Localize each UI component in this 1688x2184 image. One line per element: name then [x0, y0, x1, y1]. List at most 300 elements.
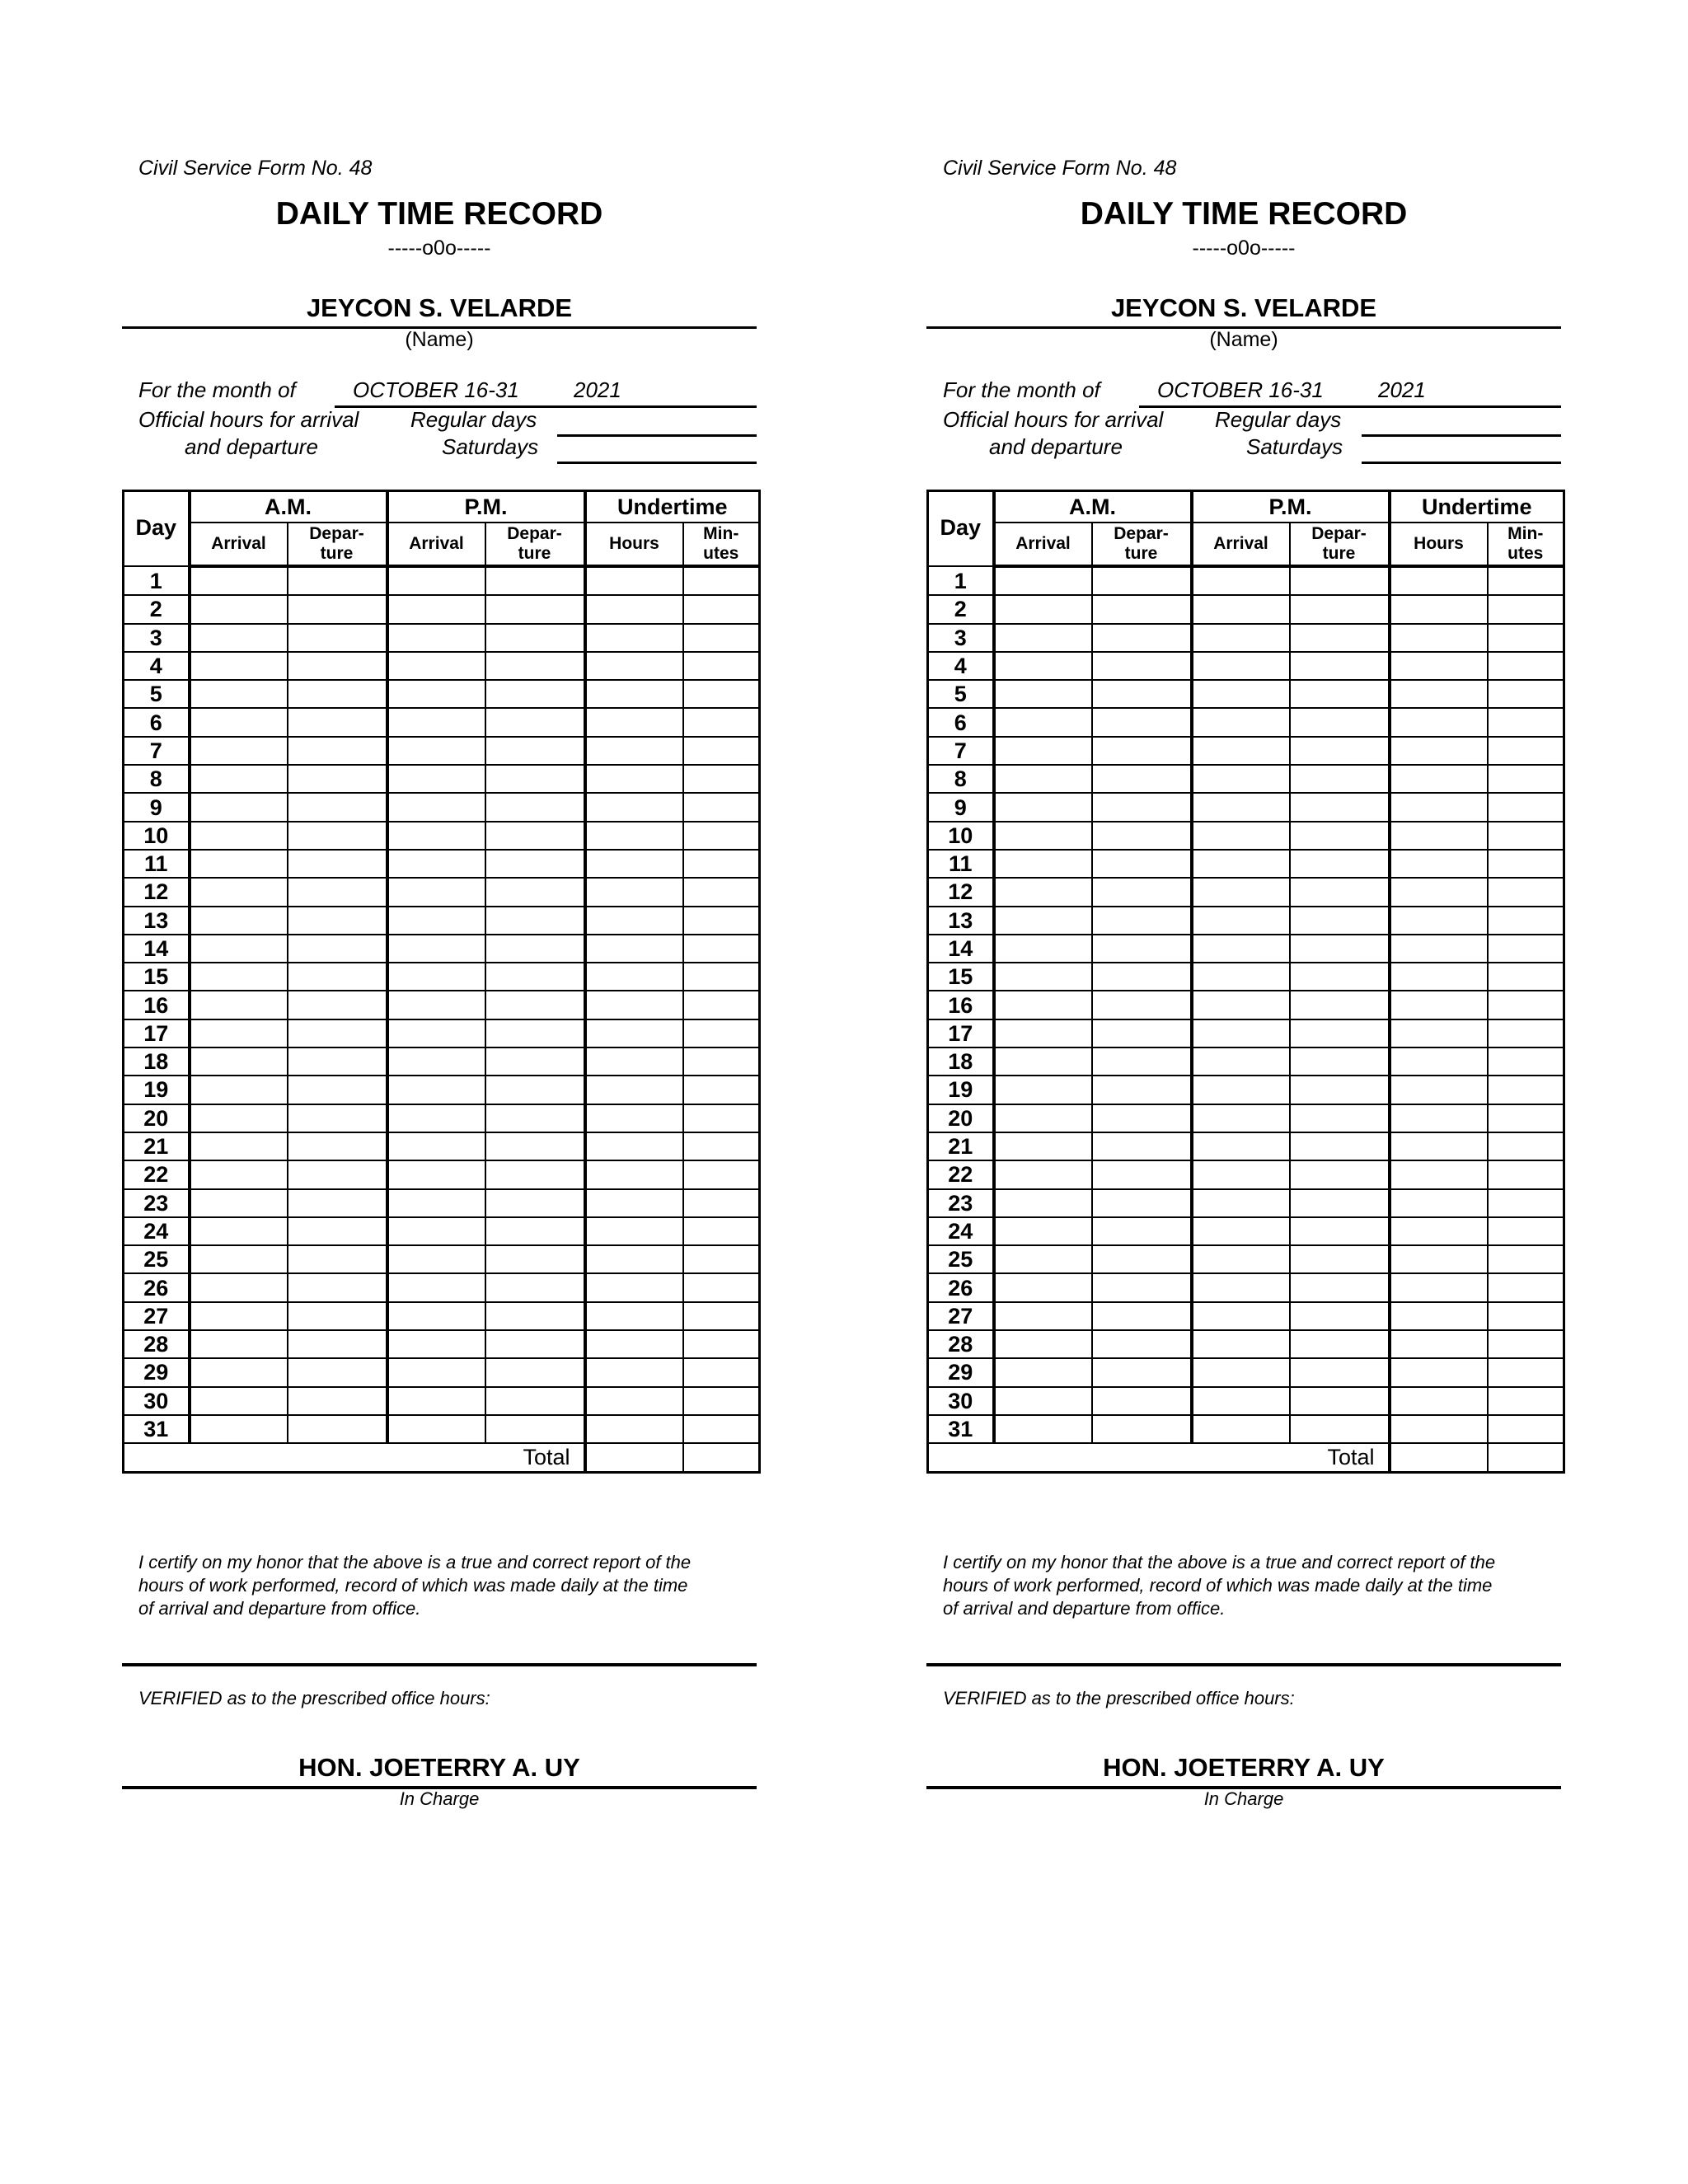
pm-departure-cell[interactable] — [1290, 737, 1390, 765]
pm-arrival-cell[interactable] — [1192, 1104, 1290, 1132]
am-departure-cell[interactable] — [1092, 850, 1192, 878]
am-departure-cell[interactable] — [1092, 822, 1192, 850]
pm-departure-cell[interactable] — [485, 963, 585, 991]
pm-arrival-cell[interactable] — [1192, 1415, 1290, 1443]
pm-departure-cell[interactable] — [1290, 1217, 1390, 1245]
pm-arrival-cell[interactable] — [1192, 963, 1290, 991]
undertime-minutes-cell[interactable] — [1488, 850, 1564, 878]
am-departure-cell[interactable] — [288, 1387, 387, 1415]
pm-arrival-cell[interactable] — [1192, 1245, 1290, 1273]
undertime-minutes-cell[interactable] — [1488, 1273, 1564, 1301]
pm-departure-cell[interactable] — [485, 1019, 585, 1047]
am-arrival-cell[interactable] — [190, 850, 288, 878]
pm-departure-cell[interactable] — [485, 991, 585, 1019]
undertime-minutes-cell[interactable] — [683, 737, 760, 765]
employee-signature-line[interactable] — [122, 1663, 757, 1666]
am-departure-cell[interactable] — [288, 652, 387, 680]
pm-arrival-cell[interactable] — [387, 935, 485, 963]
am-departure-cell[interactable] — [1092, 765, 1192, 793]
pm-arrival-cell[interactable] — [1192, 991, 1290, 1019]
undertime-hours-cell[interactable] — [1390, 1217, 1488, 1245]
total-minutes-cell[interactable] — [1488, 1443, 1564, 1472]
pm-arrival-cell[interactable] — [1192, 595, 1290, 623]
pm-departure-cell[interactable] — [485, 1104, 585, 1132]
am-departure-cell[interactable] — [288, 963, 387, 991]
undertime-hours-cell[interactable] — [585, 1132, 683, 1160]
undertime-hours-cell[interactable] — [1390, 1273, 1488, 1301]
am-arrival-cell[interactable] — [994, 1104, 1092, 1132]
am-arrival-cell[interactable] — [190, 1047, 288, 1076]
pm-departure-cell[interactable] — [1290, 765, 1390, 793]
undertime-hours-cell[interactable] — [1390, 566, 1488, 595]
pm-arrival-cell[interactable] — [1192, 1330, 1290, 1358]
am-arrival-cell[interactable] — [190, 1330, 288, 1358]
pm-arrival-cell[interactable] — [387, 1160, 485, 1188]
employee-signature-line[interactable] — [926, 1663, 1561, 1666]
pm-arrival-cell[interactable] — [387, 1047, 485, 1076]
undertime-hours-cell[interactable] — [1390, 822, 1488, 850]
am-arrival-cell[interactable] — [994, 1160, 1092, 1188]
pm-arrival-cell[interactable] — [387, 963, 485, 991]
pm-departure-cell[interactable] — [485, 1273, 585, 1301]
pm-departure-cell[interactable] — [1290, 652, 1390, 680]
undertime-minutes-cell[interactable] — [1488, 1358, 1564, 1386]
undertime-minutes-cell[interactable] — [683, 1047, 760, 1076]
pm-departure-cell[interactable] — [1290, 1358, 1390, 1386]
pm-departure-cell[interactable] — [485, 1047, 585, 1076]
am-arrival-cell[interactable] — [994, 652, 1092, 680]
undertime-minutes-cell[interactable] — [1488, 1189, 1564, 1217]
pm-arrival-cell[interactable] — [1192, 793, 1290, 821]
am-arrival-cell[interactable] — [190, 566, 288, 595]
undertime-minutes-cell[interactable] — [683, 1132, 760, 1160]
am-departure-cell[interactable] — [1092, 737, 1192, 765]
undertime-hours-cell[interactable] — [1390, 1415, 1488, 1443]
pm-arrival-cell[interactable] — [387, 1019, 485, 1047]
undertime-hours-cell[interactable] — [585, 907, 683, 935]
undertime-hours-cell[interactable] — [585, 595, 683, 623]
pm-departure-cell[interactable] — [485, 1076, 585, 1104]
am-departure-cell[interactable] — [288, 624, 387, 652]
undertime-hours-cell[interactable] — [1390, 1302, 1488, 1330]
pm-departure-cell[interactable] — [1290, 1415, 1390, 1443]
undertime-hours-cell[interactable] — [585, 1160, 683, 1188]
saturdays-field[interactable] — [1362, 462, 1561, 464]
pm-arrival-cell[interactable] — [387, 991, 485, 1019]
am-departure-cell[interactable] — [288, 1104, 387, 1132]
am-departure-cell[interactable] — [288, 765, 387, 793]
am-departure-cell[interactable] — [288, 850, 387, 878]
pm-departure-cell[interactable] — [485, 765, 585, 793]
pm-arrival-cell[interactable] — [1192, 566, 1290, 595]
pm-departure-cell[interactable] — [1290, 1132, 1390, 1160]
am-arrival-cell[interactable] — [190, 652, 288, 680]
pm-departure-cell[interactable] — [1290, 1302, 1390, 1330]
undertime-hours-cell[interactable] — [1390, 850, 1488, 878]
am-arrival-cell[interactable] — [994, 1132, 1092, 1160]
am-departure-cell[interactable] — [288, 1273, 387, 1301]
undertime-minutes-cell[interactable] — [683, 1104, 760, 1132]
am-arrival-cell[interactable] — [190, 1076, 288, 1104]
undertime-minutes-cell[interactable] — [683, 708, 760, 736]
undertime-minutes-cell[interactable] — [1488, 1160, 1564, 1188]
am-arrival-cell[interactable] — [994, 935, 1092, 963]
am-departure-cell[interactable] — [1092, 1076, 1192, 1104]
am-departure-cell[interactable] — [288, 1132, 387, 1160]
pm-departure-cell[interactable] — [485, 708, 585, 736]
undertime-minutes-cell[interactable] — [1488, 963, 1564, 991]
pm-arrival-cell[interactable] — [1192, 850, 1290, 878]
am-departure-cell[interactable] — [288, 737, 387, 765]
pm-arrival-cell[interactable] — [387, 1358, 485, 1386]
am-departure-cell[interactable] — [1092, 1273, 1192, 1301]
am-departure-cell[interactable] — [1092, 1302, 1192, 1330]
pm-arrival-cell[interactable] — [387, 1217, 485, 1245]
pm-arrival-cell[interactable] — [387, 1245, 485, 1273]
undertime-minutes-cell[interactable] — [683, 822, 760, 850]
pm-arrival-cell[interactable] — [387, 793, 485, 821]
pm-arrival-cell[interactable] — [1192, 907, 1290, 935]
pm-departure-cell[interactable] — [1290, 1330, 1390, 1358]
undertime-minutes-cell[interactable] — [1488, 566, 1564, 595]
pm-departure-cell[interactable] — [1290, 991, 1390, 1019]
undertime-hours-cell[interactable] — [585, 822, 683, 850]
undertime-minutes-cell[interactable] — [683, 680, 760, 708]
pm-arrival-cell[interactable] — [387, 1076, 485, 1104]
pm-departure-cell[interactable] — [485, 680, 585, 708]
am-departure-cell[interactable] — [288, 566, 387, 595]
pm-arrival-cell[interactable] — [1192, 737, 1290, 765]
undertime-hours-cell[interactable] — [1390, 1076, 1488, 1104]
am-arrival-cell[interactable] — [190, 935, 288, 963]
undertime-minutes-cell[interactable] — [683, 991, 760, 1019]
am-departure-cell[interactable] — [1092, 1387, 1192, 1415]
am-arrival-cell[interactable] — [190, 765, 288, 793]
undertime-hours-cell[interactable] — [1390, 1019, 1488, 1047]
undertime-minutes-cell[interactable] — [1488, 793, 1564, 821]
pm-arrival-cell[interactable] — [1192, 708, 1290, 736]
undertime-hours-cell[interactable] — [1390, 624, 1488, 652]
am-arrival-cell[interactable] — [190, 1217, 288, 1245]
pm-departure-cell[interactable] — [1290, 566, 1390, 595]
undertime-hours-cell[interactable] — [585, 878, 683, 906]
am-arrival-cell[interactable] — [994, 1302, 1092, 1330]
undertime-hours-cell[interactable] — [1390, 1358, 1488, 1386]
am-arrival-cell[interactable] — [994, 1245, 1092, 1273]
am-arrival-cell[interactable] — [190, 1019, 288, 1047]
am-arrival-cell[interactable] — [190, 878, 288, 906]
pm-departure-cell[interactable] — [1290, 1160, 1390, 1188]
undertime-hours-cell[interactable] — [1390, 680, 1488, 708]
undertime-minutes-cell[interactable] — [1488, 1387, 1564, 1415]
undertime-minutes-cell[interactable] — [1488, 737, 1564, 765]
am-departure-cell[interactable] — [288, 708, 387, 736]
undertime-minutes-cell[interactable] — [683, 1160, 760, 1188]
pm-departure-cell[interactable] — [485, 737, 585, 765]
pm-arrival-cell[interactable] — [1192, 765, 1290, 793]
pm-departure-cell[interactable] — [485, 1189, 585, 1217]
undertime-hours-cell[interactable] — [585, 963, 683, 991]
pm-departure-cell[interactable] — [485, 1415, 585, 1443]
am-arrival-cell[interactable] — [190, 1160, 288, 1188]
undertime-hours-cell[interactable] — [585, 765, 683, 793]
am-departure-cell[interactable] — [288, 1358, 387, 1386]
undertime-minutes-cell[interactable] — [683, 850, 760, 878]
am-arrival-cell[interactable] — [190, 1189, 288, 1217]
undertime-hours-cell[interactable] — [585, 1104, 683, 1132]
undertime-minutes-cell[interactable] — [1488, 624, 1564, 652]
pm-arrival-cell[interactable] — [1192, 624, 1290, 652]
total-minutes-cell[interactable] — [683, 1443, 760, 1472]
pm-arrival-cell[interactable] — [1192, 1132, 1290, 1160]
am-departure-cell[interactable] — [1092, 680, 1192, 708]
am-departure-cell[interactable] — [1092, 1132, 1192, 1160]
saturdays-field[interactable] — [557, 462, 757, 464]
undertime-minutes-cell[interactable] — [1488, 680, 1564, 708]
am-arrival-cell[interactable] — [190, 991, 288, 1019]
pm-departure-cell[interactable] — [485, 624, 585, 652]
am-departure-cell[interactable] — [1092, 652, 1192, 680]
undertime-minutes-cell[interactable] — [1488, 1104, 1564, 1132]
undertime-minutes-cell[interactable] — [1488, 1302, 1564, 1330]
pm-arrival-cell[interactable] — [1192, 1358, 1290, 1386]
am-arrival-cell[interactable] — [994, 1415, 1092, 1443]
undertime-minutes-cell[interactable] — [1488, 765, 1564, 793]
pm-arrival-cell[interactable] — [387, 907, 485, 935]
undertime-minutes-cell[interactable] — [683, 935, 760, 963]
am-departure-cell[interactable] — [288, 1217, 387, 1245]
pm-departure-cell[interactable] — [1290, 963, 1390, 991]
am-departure-cell[interactable] — [288, 907, 387, 935]
am-arrival-cell[interactable] — [994, 566, 1092, 595]
undertime-hours-cell[interactable] — [585, 1019, 683, 1047]
undertime-hours-cell[interactable] — [585, 624, 683, 652]
am-departure-cell[interactable] — [1092, 1019, 1192, 1047]
pm-departure-cell[interactable] — [485, 1330, 585, 1358]
pm-arrival-cell[interactable] — [1192, 680, 1290, 708]
undertime-hours-cell[interactable] — [1390, 1189, 1488, 1217]
am-arrival-cell[interactable] — [190, 680, 288, 708]
regular-days-field[interactable] — [1362, 434, 1561, 437]
pm-arrival-cell[interactable] — [1192, 1076, 1290, 1104]
pm-departure-cell[interactable] — [485, 1245, 585, 1273]
am-arrival-cell[interactable] — [994, 624, 1092, 652]
undertime-hours-cell[interactable] — [1390, 793, 1488, 821]
am-departure-cell[interactable] — [288, 1330, 387, 1358]
undertime-minutes-cell[interactable] — [683, 566, 760, 595]
undertime-minutes-cell[interactable] — [683, 1019, 760, 1047]
undertime-hours-cell[interactable] — [585, 1387, 683, 1415]
pm-departure-cell[interactable] — [1290, 1245, 1390, 1273]
pm-arrival-cell[interactable] — [387, 1104, 485, 1132]
undertime-hours-cell[interactable] — [585, 1245, 683, 1273]
am-departure-cell[interactable] — [288, 1245, 387, 1273]
undertime-hours-cell[interactable] — [1390, 991, 1488, 1019]
pm-arrival-cell[interactable] — [387, 1273, 485, 1301]
undertime-minutes-cell[interactable] — [1488, 822, 1564, 850]
am-arrival-cell[interactable] — [190, 963, 288, 991]
am-departure-cell[interactable] — [1092, 624, 1192, 652]
undertime-minutes-cell[interactable] — [1488, 1217, 1564, 1245]
am-arrival-cell[interactable] — [994, 878, 1092, 906]
undertime-minutes-cell[interactable] — [683, 1330, 760, 1358]
am-arrival-cell[interactable] — [994, 765, 1092, 793]
am-arrival-cell[interactable] — [190, 595, 288, 623]
am-arrival-cell[interactable] — [190, 1302, 288, 1330]
undertime-minutes-cell[interactable] — [683, 1358, 760, 1386]
pm-arrival-cell[interactable] — [387, 737, 485, 765]
am-arrival-cell[interactable] — [994, 963, 1092, 991]
am-departure-cell[interactable] — [288, 935, 387, 963]
pm-departure-cell[interactable] — [1290, 850, 1390, 878]
am-departure-cell[interactable] — [288, 878, 387, 906]
pm-departure-cell[interactable] — [1290, 708, 1390, 736]
pm-arrival-cell[interactable] — [1192, 1160, 1290, 1188]
am-arrival-cell[interactable] — [190, 1415, 288, 1443]
am-arrival-cell[interactable] — [190, 1245, 288, 1273]
am-departure-cell[interactable] — [288, 595, 387, 623]
am-arrival-cell[interactable] — [190, 624, 288, 652]
pm-departure-cell[interactable] — [485, 652, 585, 680]
undertime-hours-cell[interactable] — [1390, 652, 1488, 680]
pm-departure-cell[interactable] — [1290, 595, 1390, 623]
pm-departure-cell[interactable] — [1290, 878, 1390, 906]
undertime-hours-cell[interactable] — [1390, 1387, 1488, 1415]
pm-arrival-cell[interactable] — [1192, 1189, 1290, 1217]
pm-arrival-cell[interactable] — [387, 680, 485, 708]
pm-arrival-cell[interactable] — [1192, 1217, 1290, 1245]
am-arrival-cell[interactable] — [190, 1104, 288, 1132]
am-departure-cell[interactable] — [288, 1047, 387, 1076]
pm-departure-cell[interactable] — [485, 566, 585, 595]
pm-departure-cell[interactable] — [485, 1302, 585, 1330]
pm-departure-cell[interactable] — [1290, 935, 1390, 963]
undertime-hours-cell[interactable] — [585, 1217, 683, 1245]
pm-departure-cell[interactable] — [1290, 1273, 1390, 1301]
undertime-minutes-cell[interactable] — [683, 963, 760, 991]
am-departure-cell[interactable] — [1092, 1104, 1192, 1132]
undertime-minutes-cell[interactable] — [683, 652, 760, 680]
pm-departure-cell[interactable] — [1290, 1076, 1390, 1104]
undertime-hours-cell[interactable] — [585, 1358, 683, 1386]
pm-departure-cell[interactable] — [485, 935, 585, 963]
am-arrival-cell[interactable] — [190, 1358, 288, 1386]
pm-arrival-cell[interactable] — [1192, 935, 1290, 963]
am-departure-cell[interactable] — [1092, 793, 1192, 821]
pm-departure-cell[interactable] — [485, 1160, 585, 1188]
am-arrival-cell[interactable] — [994, 737, 1092, 765]
undertime-minutes-cell[interactable] — [1488, 1415, 1564, 1443]
pm-arrival-cell[interactable] — [387, 595, 485, 623]
undertime-minutes-cell[interactable] — [683, 1273, 760, 1301]
undertime-minutes-cell[interactable] — [683, 1245, 760, 1273]
pm-departure-cell[interactable] — [1290, 907, 1390, 935]
am-arrival-cell[interactable] — [994, 1358, 1092, 1386]
am-departure-cell[interactable] — [288, 991, 387, 1019]
undertime-hours-cell[interactable] — [1390, 1245, 1488, 1273]
undertime-hours-cell[interactable] — [585, 1273, 683, 1301]
undertime-hours-cell[interactable] — [585, 652, 683, 680]
am-arrival-cell[interactable] — [190, 822, 288, 850]
pm-departure-cell[interactable] — [485, 793, 585, 821]
am-departure-cell[interactable] — [1092, 1245, 1192, 1273]
am-arrival-cell[interactable] — [994, 1330, 1092, 1358]
undertime-minutes-cell[interactable] — [1488, 878, 1564, 906]
pm-arrival-cell[interactable] — [387, 878, 485, 906]
am-arrival-cell[interactable] — [994, 1019, 1092, 1047]
am-departure-cell[interactable] — [288, 1160, 387, 1188]
am-departure-cell[interactable] — [1092, 708, 1192, 736]
am-arrival-cell[interactable] — [190, 1273, 288, 1301]
pm-departure-cell[interactable] — [485, 907, 585, 935]
pm-departure-cell[interactable] — [1290, 822, 1390, 850]
pm-arrival-cell[interactable] — [1192, 878, 1290, 906]
am-departure-cell[interactable] — [288, 822, 387, 850]
pm-arrival-cell[interactable] — [1192, 1302, 1290, 1330]
pm-departure-cell[interactable] — [1290, 1019, 1390, 1047]
pm-departure-cell[interactable] — [485, 878, 585, 906]
pm-arrival-cell[interactable] — [387, 708, 485, 736]
undertime-minutes-cell[interactable] — [1488, 1330, 1564, 1358]
undertime-minutes-cell[interactable] — [683, 624, 760, 652]
undertime-hours-cell[interactable] — [1390, 878, 1488, 906]
am-arrival-cell[interactable] — [994, 850, 1092, 878]
am-arrival-cell[interactable] — [994, 793, 1092, 821]
undertime-hours-cell[interactable] — [585, 935, 683, 963]
undertime-minutes-cell[interactable] — [683, 1217, 760, 1245]
am-arrival-cell[interactable] — [994, 708, 1092, 736]
undertime-minutes-cell[interactable] — [1488, 935, 1564, 963]
am-departure-cell[interactable] — [1092, 1047, 1192, 1076]
am-arrival-cell[interactable] — [994, 1217, 1092, 1245]
am-arrival-cell[interactable] — [994, 680, 1092, 708]
am-departure-cell[interactable] — [1092, 878, 1192, 906]
undertime-minutes-cell[interactable] — [1488, 652, 1564, 680]
pm-departure-cell[interactable] — [1290, 1104, 1390, 1132]
undertime-hours-cell[interactable] — [1390, 1047, 1488, 1076]
undertime-minutes-cell[interactable] — [1488, 907, 1564, 935]
pm-arrival-cell[interactable] — [387, 1387, 485, 1415]
am-departure-cell[interactable] — [288, 1302, 387, 1330]
undertime-hours-cell[interactable] — [585, 1047, 683, 1076]
pm-arrival-cell[interactable] — [387, 1415, 485, 1443]
am-arrival-cell[interactable] — [994, 1387, 1092, 1415]
pm-departure-cell[interactable] — [485, 1217, 585, 1245]
pm-departure-cell[interactable] — [485, 595, 585, 623]
pm-departure-cell[interactable] — [485, 850, 585, 878]
pm-arrival-cell[interactable] — [387, 624, 485, 652]
am-departure-cell[interactable] — [288, 793, 387, 821]
undertime-minutes-cell[interactable] — [1488, 1047, 1564, 1076]
am-arrival-cell[interactable] — [994, 1076, 1092, 1104]
pm-departure-cell[interactable] — [1290, 1047, 1390, 1076]
am-arrival-cell[interactable] — [190, 1387, 288, 1415]
regular-days-field[interactable] — [557, 434, 757, 437]
undertime-minutes-cell[interactable] — [683, 1387, 760, 1415]
undertime-hours-cell[interactable] — [1390, 963, 1488, 991]
undertime-minutes-cell[interactable] — [1488, 991, 1564, 1019]
am-departure-cell[interactable] — [1092, 991, 1192, 1019]
pm-arrival-cell[interactable] — [1192, 652, 1290, 680]
undertime-minutes-cell[interactable] — [683, 595, 760, 623]
pm-arrival-cell[interactable] — [1192, 822, 1290, 850]
undertime-minutes-cell[interactable] — [1488, 1132, 1564, 1160]
am-departure-cell[interactable] — [1092, 1415, 1192, 1443]
am-departure-cell[interactable] — [1092, 963, 1192, 991]
am-departure-cell[interactable] — [1092, 595, 1192, 623]
am-departure-cell[interactable] — [1092, 1217, 1192, 1245]
undertime-minutes-cell[interactable] — [683, 793, 760, 821]
